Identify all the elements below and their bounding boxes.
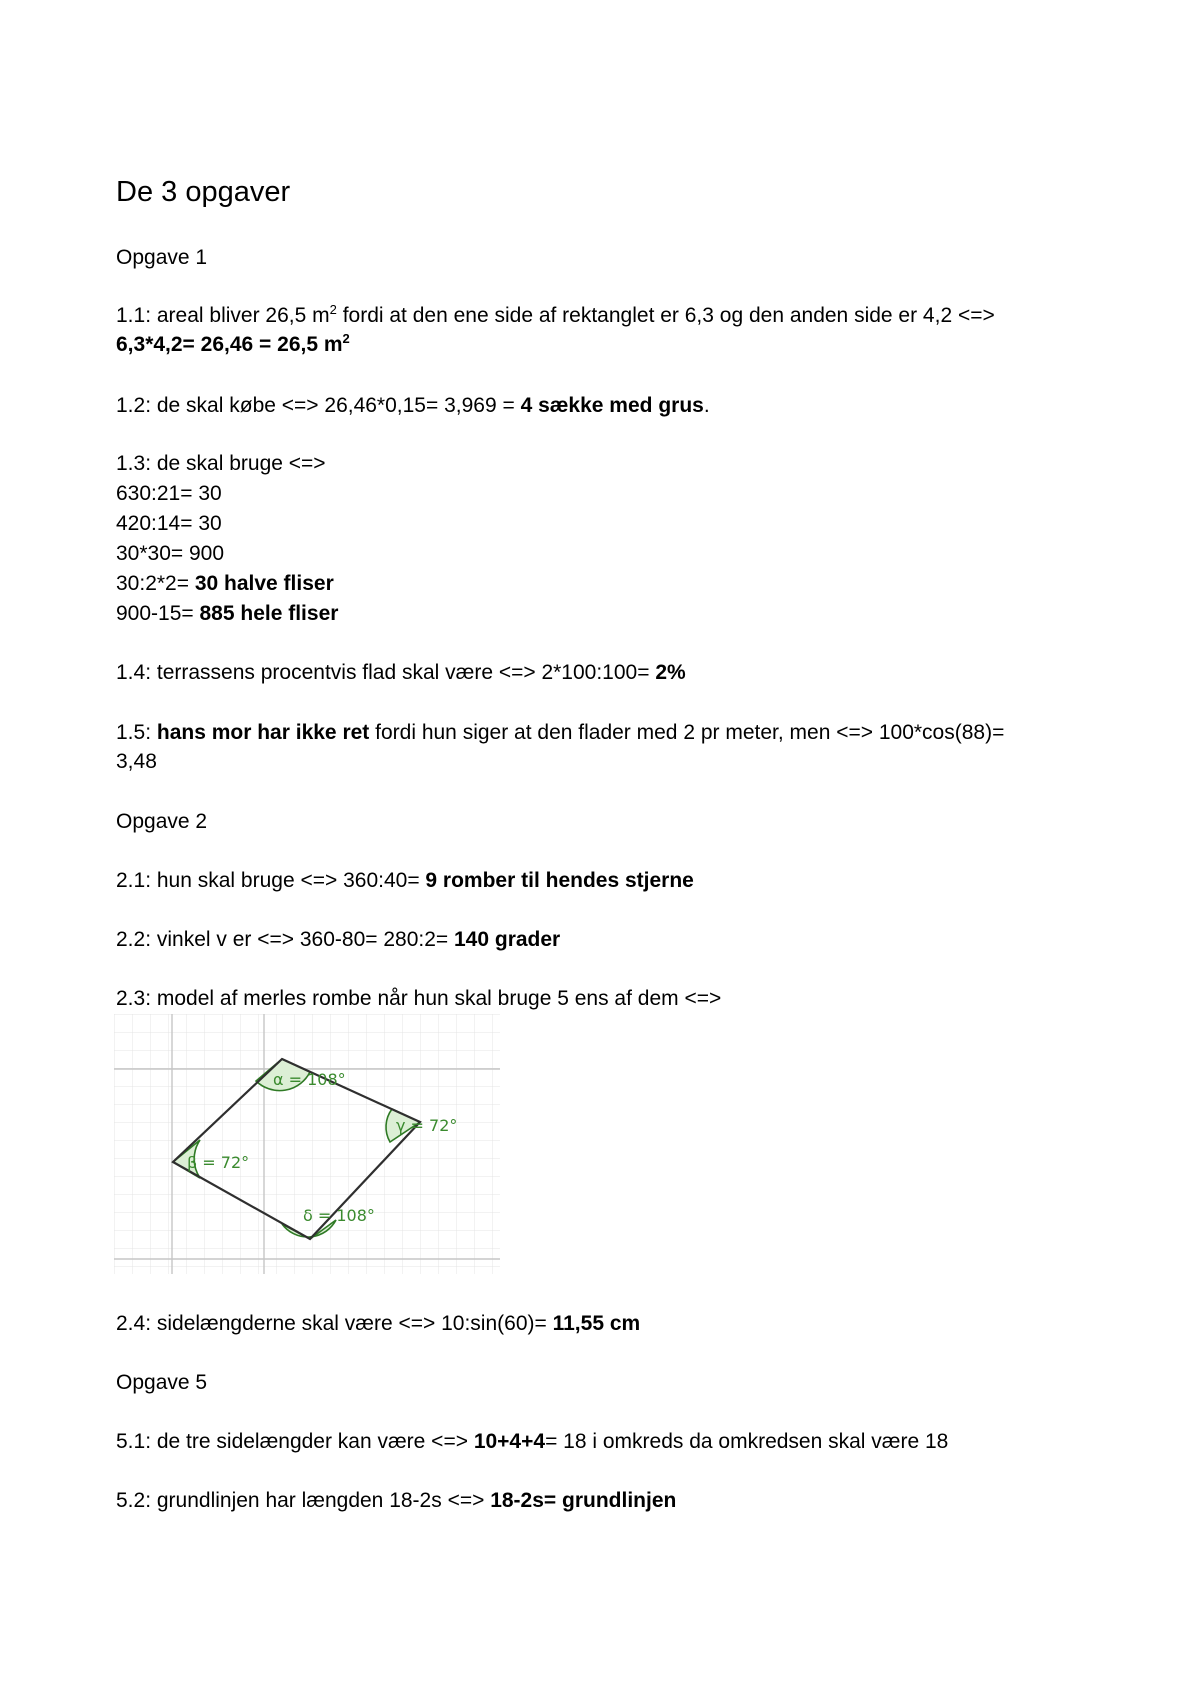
calc-line: 420:14= 30 xyxy=(116,512,222,535)
answer-1-4 xyxy=(116,659,686,687)
answer-number: 1.5: xyxy=(116,721,152,744)
answer-2-3 xyxy=(116,985,721,1013)
answer-text: 900-15= xyxy=(116,602,200,625)
answer-number: 5.1: xyxy=(116,1430,152,1453)
answer-text: areal bliver 26,5 m xyxy=(151,304,330,327)
answer-result: 9 romber til hendes stjerne xyxy=(425,869,694,892)
answer-1-1 xyxy=(116,302,995,330)
answer-number: 1.2: xyxy=(116,394,152,417)
angle-beta-label: β = 72° xyxy=(187,1153,250,1172)
answer-text: hun skal bruge <=> 360:40= xyxy=(151,869,426,892)
answer-1-2 xyxy=(116,392,710,420)
calc-line xyxy=(116,570,334,598)
calc-line: 630:21= 30 xyxy=(116,482,222,505)
answer-text: vinkel v er <=> 360-80= 280:2= xyxy=(151,928,454,951)
answer-number: 5.2: xyxy=(116,1489,152,1512)
section-heading-opgave-2: Opgave 2 xyxy=(116,810,208,833)
answer-text: grundlinjen har længden 18-2s <=> xyxy=(151,1489,491,1512)
answer-result: 885 hele fliser xyxy=(199,602,339,625)
angle-delta-label: δ = 108° xyxy=(303,1206,375,1225)
calc-line: 30*30= 900 xyxy=(116,542,225,565)
answer-number: 1.1: xyxy=(116,304,152,327)
answer-result: hans mor har ikke ret xyxy=(151,721,370,744)
rhombus-figure xyxy=(114,1014,500,1274)
answer-2-1 xyxy=(116,867,694,895)
answer-1-3: 1.3: de skal bruge <=> xyxy=(116,452,326,475)
answer-number: 2.4: xyxy=(116,1312,152,1335)
answer-2-2 xyxy=(116,926,560,954)
angle-alpha-label: α = 108° xyxy=(273,1070,346,1089)
answer-text: 30:2*2= xyxy=(116,572,195,595)
answer-1-5-cont: 3,48 xyxy=(116,750,157,773)
answer-number: 1.4: xyxy=(116,661,152,684)
answer-result: 140 grader xyxy=(454,928,561,951)
answer-result: 6,3*4,2= 26,46 = 26,5 m xyxy=(116,333,343,356)
answer-text: . xyxy=(703,394,710,417)
section-heading-opgave-1: Opgave 1 xyxy=(116,246,208,269)
answer-number: 2.1: xyxy=(116,869,152,892)
answer-2-4 xyxy=(116,1310,640,1338)
answer-result: 4 sække med grus xyxy=(520,394,704,417)
answer-5-1 xyxy=(116,1428,948,1456)
answer-5-2 xyxy=(116,1487,676,1515)
answer-text: terrassens procentvis flad skal være <=> 2*100:100= xyxy=(151,661,656,684)
answer-text: sidelængderne skal være <=> 10:sin(60)= xyxy=(151,1312,553,1335)
answer-1-1-result xyxy=(116,331,350,359)
answer-number: 2.2: xyxy=(116,928,152,951)
answer-text: de skal købe <=> 26,46*0,15= 3,969 = xyxy=(151,394,521,417)
answer-result: 18-2s= grundlinjen xyxy=(490,1489,677,1512)
page-title: De 3 opgaver xyxy=(116,176,291,208)
answer-result: 11,55 cm xyxy=(552,1312,641,1335)
answer-1-5 xyxy=(116,719,1004,747)
calc-line xyxy=(116,600,338,628)
answer-result: 10+4+4 xyxy=(473,1430,546,1453)
answer-number: 2.3: xyxy=(116,987,152,1010)
angle-gamma-label: γ = 72° xyxy=(396,1116,458,1135)
answer-text: = 18 i omkreds da omkredsen skal være 18 xyxy=(545,1430,949,1453)
section-heading-opgave-5: Opgave 5 xyxy=(116,1371,208,1394)
superscript: 2 xyxy=(342,331,350,346)
answer-text: fordi hun siger at den flader med 2 pr meter, men <=> 100*cos(88)= xyxy=(369,721,1005,744)
answer-text: fordi at den ene side af rektanglet er 6,3 og den anden side er 4,2 <=> xyxy=(336,304,995,327)
answer-text: de tre sidelængder kan være <=> xyxy=(151,1430,474,1453)
superscript: 2 xyxy=(329,302,337,317)
answer-text: model af merles rombe når hun skal bruge 5 ens af dem <=> xyxy=(151,987,722,1010)
answer-result: 2% xyxy=(655,661,686,684)
answer-result: 30 halve fliser xyxy=(194,572,334,595)
